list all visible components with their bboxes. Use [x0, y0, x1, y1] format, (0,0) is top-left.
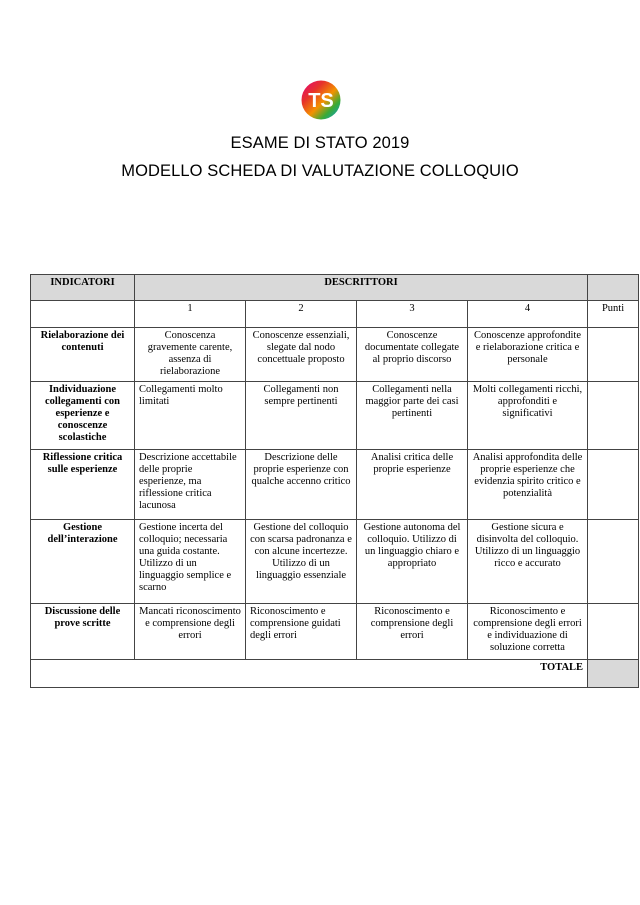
- descriptor-cell: Gestione incerta del colloquio; necessaria una guida costante. Utilizzo di un linguaggio semplice e scarno: [135, 520, 246, 604]
- totale-label: TOTALE: [31, 660, 588, 688]
- table-row: [31, 328, 639, 382]
- evaluation-rubric-table: [30, 274, 639, 688]
- punti-cell[interactable]: [588, 604, 639, 660]
- descriptor-cell: Collegamenti non sempre pertinenti: [246, 382, 357, 450]
- descriptor-cell: Conoscenza gravemente carente, assenza di rielaborazione: [135, 328, 246, 382]
- descriptor-cell: Conoscenze approfondite e rielaborazione critica e personale: [468, 328, 588, 382]
- level-blank-cell: [31, 301, 135, 328]
- svg-text:TS: TS: [308, 90, 334, 112]
- punti-header: Punti: [588, 301, 639, 328]
- indicator-cell: Individuazione collegamenti con esperienze e conoscenze scolastiche: [31, 382, 135, 450]
- descriptor-cell: Mancati riconoscimento e comprensione degli errori: [135, 604, 246, 660]
- punti-cell[interactable]: [588, 520, 639, 604]
- totale-row: [31, 660, 639, 688]
- header-blank-cell: [588, 275, 639, 301]
- descriptor-cell: Gestione del colloquio con scarsa padronanza e con alcune incertezze. Utilizzo di un linguaggio essenziale: [246, 520, 357, 604]
- descriptor-cell: Collegamenti molto limitati: [135, 382, 246, 450]
- punti-cell[interactable]: [588, 382, 639, 450]
- descriptor-cell: Descrizione accettabile delle proprie esperienze, ma riflessione critica lacunosa: [135, 450, 246, 520]
- descrittori-header: DESCRITTORI: [135, 275, 588, 301]
- table-row: [31, 520, 639, 604]
- ts-logo: [301, 80, 341, 120]
- indicator-cell: Riflessione critica sulle esperienze: [31, 450, 135, 520]
- document-subtitle: MODELLO SCHEDA DI VALUTAZIONE COLLOQUIO: [121, 162, 519, 180]
- totale-cell[interactable]: [588, 660, 639, 688]
- indicator-cell: Discussione delle prove scritte: [31, 604, 135, 660]
- table-row: [31, 450, 639, 520]
- descriptor-cell: Conoscenze essenziali, slegate dal nodo concettuale proposto: [246, 328, 357, 382]
- document-title: ESAME DI STATO 2019: [230, 134, 410, 152]
- table-row: [31, 382, 639, 450]
- descriptor-cell: Riconoscimento e comprensione degli errori e individuazione di soluzione corretta: [468, 604, 588, 660]
- level-header: 3: [357, 301, 468, 328]
- descriptor-cell: Riconoscimento e comprensione guidati degli errori: [246, 604, 357, 660]
- descriptor-cell: Conoscenze documentate collegate al proprio discorso: [357, 328, 468, 382]
- indicator-cell: Gestione dell’interazione: [31, 520, 135, 604]
- descriptor-cell: Collegamenti nella maggior parte dei casi pertinenti: [357, 382, 468, 450]
- descriptor-cell: Descrizione delle proprie esperienze con qualche accenno critico: [246, 450, 357, 520]
- descriptor-cell: Analisi critica delle proprie esperienze: [357, 450, 468, 520]
- punti-cell[interactable]: [588, 450, 639, 520]
- level-header: 4: [468, 301, 588, 328]
- indicatori-header: INDICATORI: [31, 275, 135, 301]
- level-header: 2: [246, 301, 357, 328]
- level-header: 1: [135, 301, 246, 328]
- table-row: [31, 604, 639, 660]
- descriptor-cell: Riconoscimento e comprensione degli errori: [357, 604, 468, 660]
- descriptor-cell: Gestione autonoma del colloquio. Utilizzo di un linguaggio chiaro e appropriato: [357, 520, 468, 604]
- descriptor-cell: Analisi approfondita delle proprie esperienze che evidenzia spirito critico e potenzialità: [468, 450, 588, 520]
- descriptor-cell: Gestione sicura e disinvolta del colloquio. Utilizzo di un linguaggio ricco e accurato: [468, 520, 588, 604]
- descriptor-cell: Molti collegamenti ricchi, approfonditi e significativi: [468, 382, 588, 450]
- indicator-cell: Rielaborazione dei contenuti: [31, 328, 135, 382]
- punti-cell[interactable]: [588, 328, 639, 382]
